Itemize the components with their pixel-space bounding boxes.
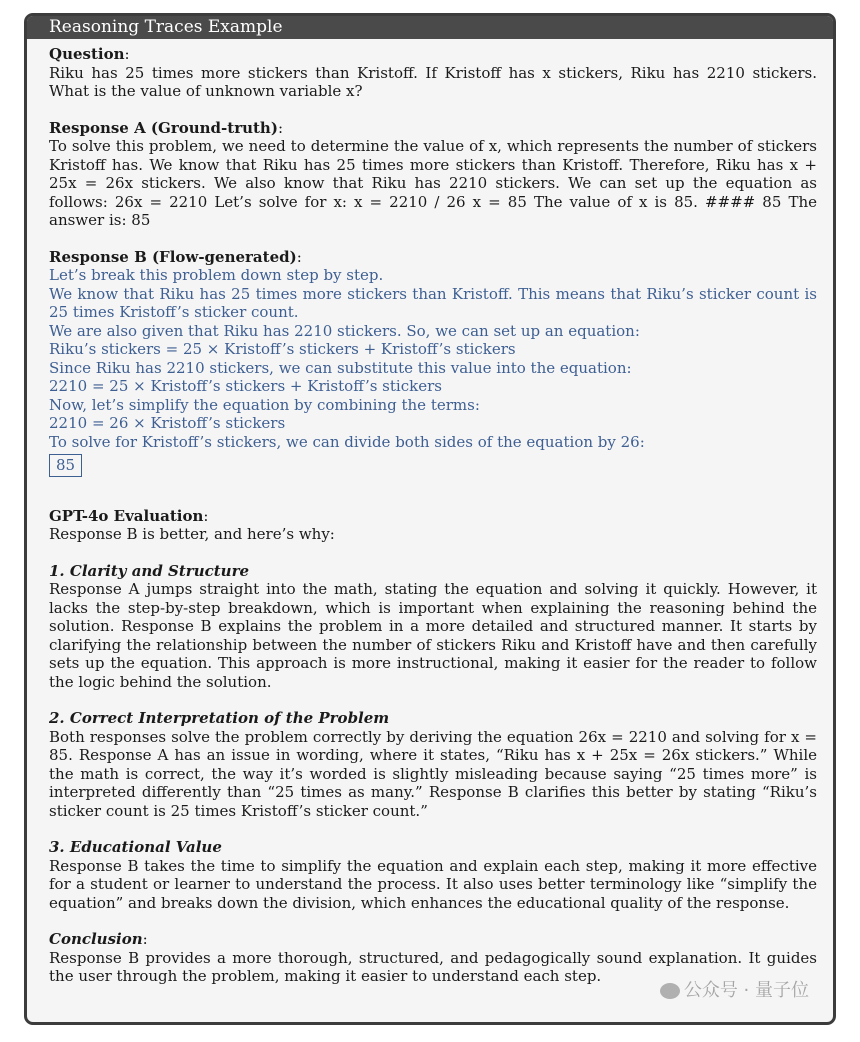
- conclusion-text: Response B provides a more thorough, structured, and pedagogically sound explanation. It guides the user through the problem, making it easier to understand each step.: [49, 948, 817, 985]
- response-b-line: We know that Riku has 25 times more stickers than Kristoff. This means that Riku’s sticker count is 25 times Kristoff’s sticker count.: [49, 284, 817, 321]
- evaluation-intro-block: GPT-4o Evaluation: Response B is better, and here’s why:: [49, 507, 817, 544]
- evaluation-point: [49, 709, 817, 820]
- evaluation-label: GPT-4o Evaluation: [49, 506, 204, 525]
- response-a-text: To solve this problem, we need to determine the value of x, which represents the number of stickers Kristoff has. We know that Riku has 25 times more stickers than Kristoff. Therefore, Riku has x + 25x = 26x stickers. We also know that Riku has 2210 stickers. We can set up the equation as follows: 26x = 2210 Let’s solve for x: x = 2210 / 26 x = 85 The value of x is 85. #### 85 The answer is: 85: [49, 137, 817, 229]
- response-b-line: Since Riku has 2210 stickers, we can substitute this value into the equation:: [49, 358, 632, 377]
- response-b-line: We are also given that Riku has 2210 stickers. So, we can set up an equation:: [49, 321, 640, 340]
- panel-content: [49, 45, 817, 986]
- response-b-line: Riku’s stickers = 25 × Kristoff’s stickers + Kristoff’s stickers: [49, 340, 516, 358]
- evaluation-point: [49, 562, 817, 692]
- response-b-line: 2210 = 26 × Kristoff’s stickers: [49, 414, 286, 432]
- evaluation-point-heading: 2. Correct Interpretation of the Problem: [49, 709, 390, 727]
- response-b-line: Now, let’s simplify the equation by combining the terms:: [49, 395, 480, 414]
- response-b-line: 2210 = 25 × Kristoff’s stickers + Kristoff’s stickers: [49, 377, 442, 395]
- watermark-text: 公众号 · 量子位: [683, 980, 809, 1001]
- boxed-answer: 85: [49, 454, 82, 477]
- response-b-line: Let’s break this problem down step by step.: [49, 266, 384, 284]
- evaluation-point-heading: 3. Educational Value: [49, 838, 222, 856]
- panel-title: Reasoning Traces Example: [27, 16, 833, 39]
- watermark: [660, 976, 809, 1002]
- evaluation-point-heading: 1. Clarity and Structure: [49, 561, 250, 580]
- evaluation-point: [49, 838, 817, 912]
- question-text: Riku has 25 times more stickers than Kristoff. If Kristoff has x stickers, Riku has 2210 stickers. What is the value of unknown variable x?: [49, 63, 817, 100]
- reasoning-traces-panel: [24, 13, 836, 1025]
- conclusion-label: Conclusion: [49, 930, 143, 948]
- conclusion-block: Conclusion: Response B provides a more thorough, structured, and pedagogically sound explanation. It guides the user through the problem, making it easier to understand each step.: [49, 930, 817, 985]
- evaluation-point-text: Response A jumps straight into the math, stating the equation and solving it quickly. However, it lacks the step-by-step breakdown, which is important when explaining the reasoning behind the solution. Response B explains the problem in a more detailed and structured manner. It starts by clarifying the relationship between the number of stickers Riku and Kristoff have and then carefully sets up the equation. This approach is more instructional, making it easier for the reader to follow the logic behind the solution.: [49, 580, 817, 691]
- response-b-block: Response B (Flow-generated): Let’s break this problem down step by step. We know that Riku has 25 times more stickers than Kristoff. This means that Riku’s sticker count is 25 times Kristoff’s sticker count. We are also given that Riku has 2210 stickers. So, we can set up an equation: Riku’s stickers = 25 × Kristoff’s stickers + Kristoff’s stickers Since Riku has 2210 stickers, we can substitute this value into the equation: 2210 = 25 × Kristoff’s stickers + Kristoff’s stickers Now, let’s simplify the equation by combining the terms: 2210 = 26 × Kristoff’s stickers To solve for Kristoff’s stickers, we can divide both sides of the equation by 26: 85: [49, 248, 817, 477]
- response-a-label: Response A (Ground-truth): [49, 118, 278, 137]
- question-block: Question: Riku has 25 times more stickers than Kristoff. If Kristoff has x stickers, Riku has 2210 stickers. What is the value of unknown variable x?: [49, 45, 817, 100]
- response-b-line: To solve for Kristoff’s stickers, we can divide both sides of the equation by 26:: [49, 432, 645, 451]
- evaluation-point-text: Response B takes the time to simplify the equation and explain each step, making it more effective for a student or learner to understand the process. It also uses better terminology like “simplify the equation” and breaks down the division, which enhances the educational quality of the response.: [49, 856, 817, 912]
- evaluation-intro: Response B is better, and here’s why:: [49, 525, 335, 543]
- response-b-steps: [49, 266, 817, 451]
- question-label: Question: [49, 45, 125, 63]
- response-a-block: Response A (Ground-truth): To solve this problem, we need to determine the value of x, which represents the number of stickers Kristoff has. We know that Riku has 25 times more stickers than Kristoff. Therefore, Riku has x + 25x = 26x stickers. We also know that Riku has 2210 stickers. We can set up the equation as follows: 26x = 2210 Let’s solve for x: x = 2210 / 26 x = 85 The value of x is 85. #### 85 The answer is: 85: [49, 118, 817, 229]
- wechat-icon: [660, 983, 680, 999]
- response-b-label: Response B (Flow-generated): [49, 247, 297, 266]
- evaluation-point-text: Both responses solve the problem correctly by deriving the equation 26x = 2210 and solving for x = 85. Response A has an issue in wording, where it states, “Riku has x + 25x = 26x stickers.” While the math is correct, the way it’s worded is slightly misleading because saying “25 times more” is interpreted differently than “25 times as many.” Response B clarifies this better by stating “Riku’s sticker count is 25 times Kristoff’s sticker count.”: [49, 727, 817, 820]
